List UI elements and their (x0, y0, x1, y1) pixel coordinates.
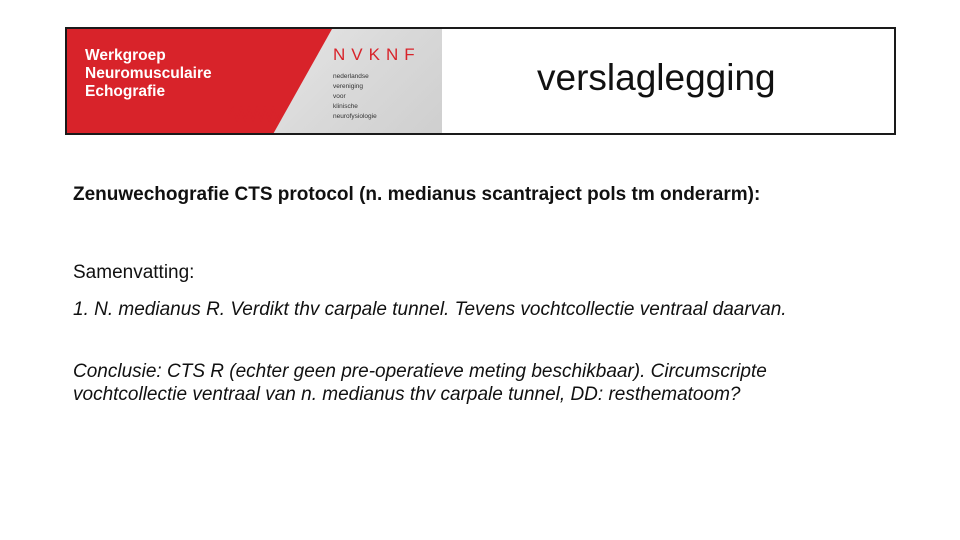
waveform-icon (227, 103, 282, 125)
nvknf-sub-line-1: nederlandse (333, 73, 369, 80)
logo-line-2: Neuromusculaire (85, 65, 212, 82)
protocol-heading: Zenuwechografie CTS protocol (n. medianus scantraject pols tm onderarm): (73, 184, 761, 205)
logo-banner (67, 29, 442, 133)
nvknf-subtitle (333, 72, 377, 122)
nvknf-sub-line-4: klinische (333, 103, 358, 110)
logo-line-3: Echografie (85, 83, 166, 100)
finding-text: 1. N. medianus R. Verdikt thv carpale tunnel. Tevens vochtcollectie ventraal daarvan. (73, 299, 787, 320)
header-banner-frame (65, 27, 896, 135)
nvknf-sub-line-5: neurofysiologie (333, 113, 377, 120)
summary-label: Samenvatting: (73, 262, 195, 283)
slide-title: verslaglegging (537, 57, 776, 98)
logo-line-1: Werkgroep (85, 47, 166, 64)
nvknf-logo: NVKNF (333, 45, 421, 64)
werkgroep-logo-text (85, 47, 212, 101)
nvknf-sub-line-3: voor (333, 93, 346, 100)
nvknf-sub-line-2: vereniging (333, 83, 363, 90)
conclusion-text: Conclusie: CTS R (echter geen pre-operatieve meting beschikbaar). Circumscripte vochtcollectie ventraal van n. medianus thv carpale tunnel, DD: resthematoom? (73, 361, 767, 405)
